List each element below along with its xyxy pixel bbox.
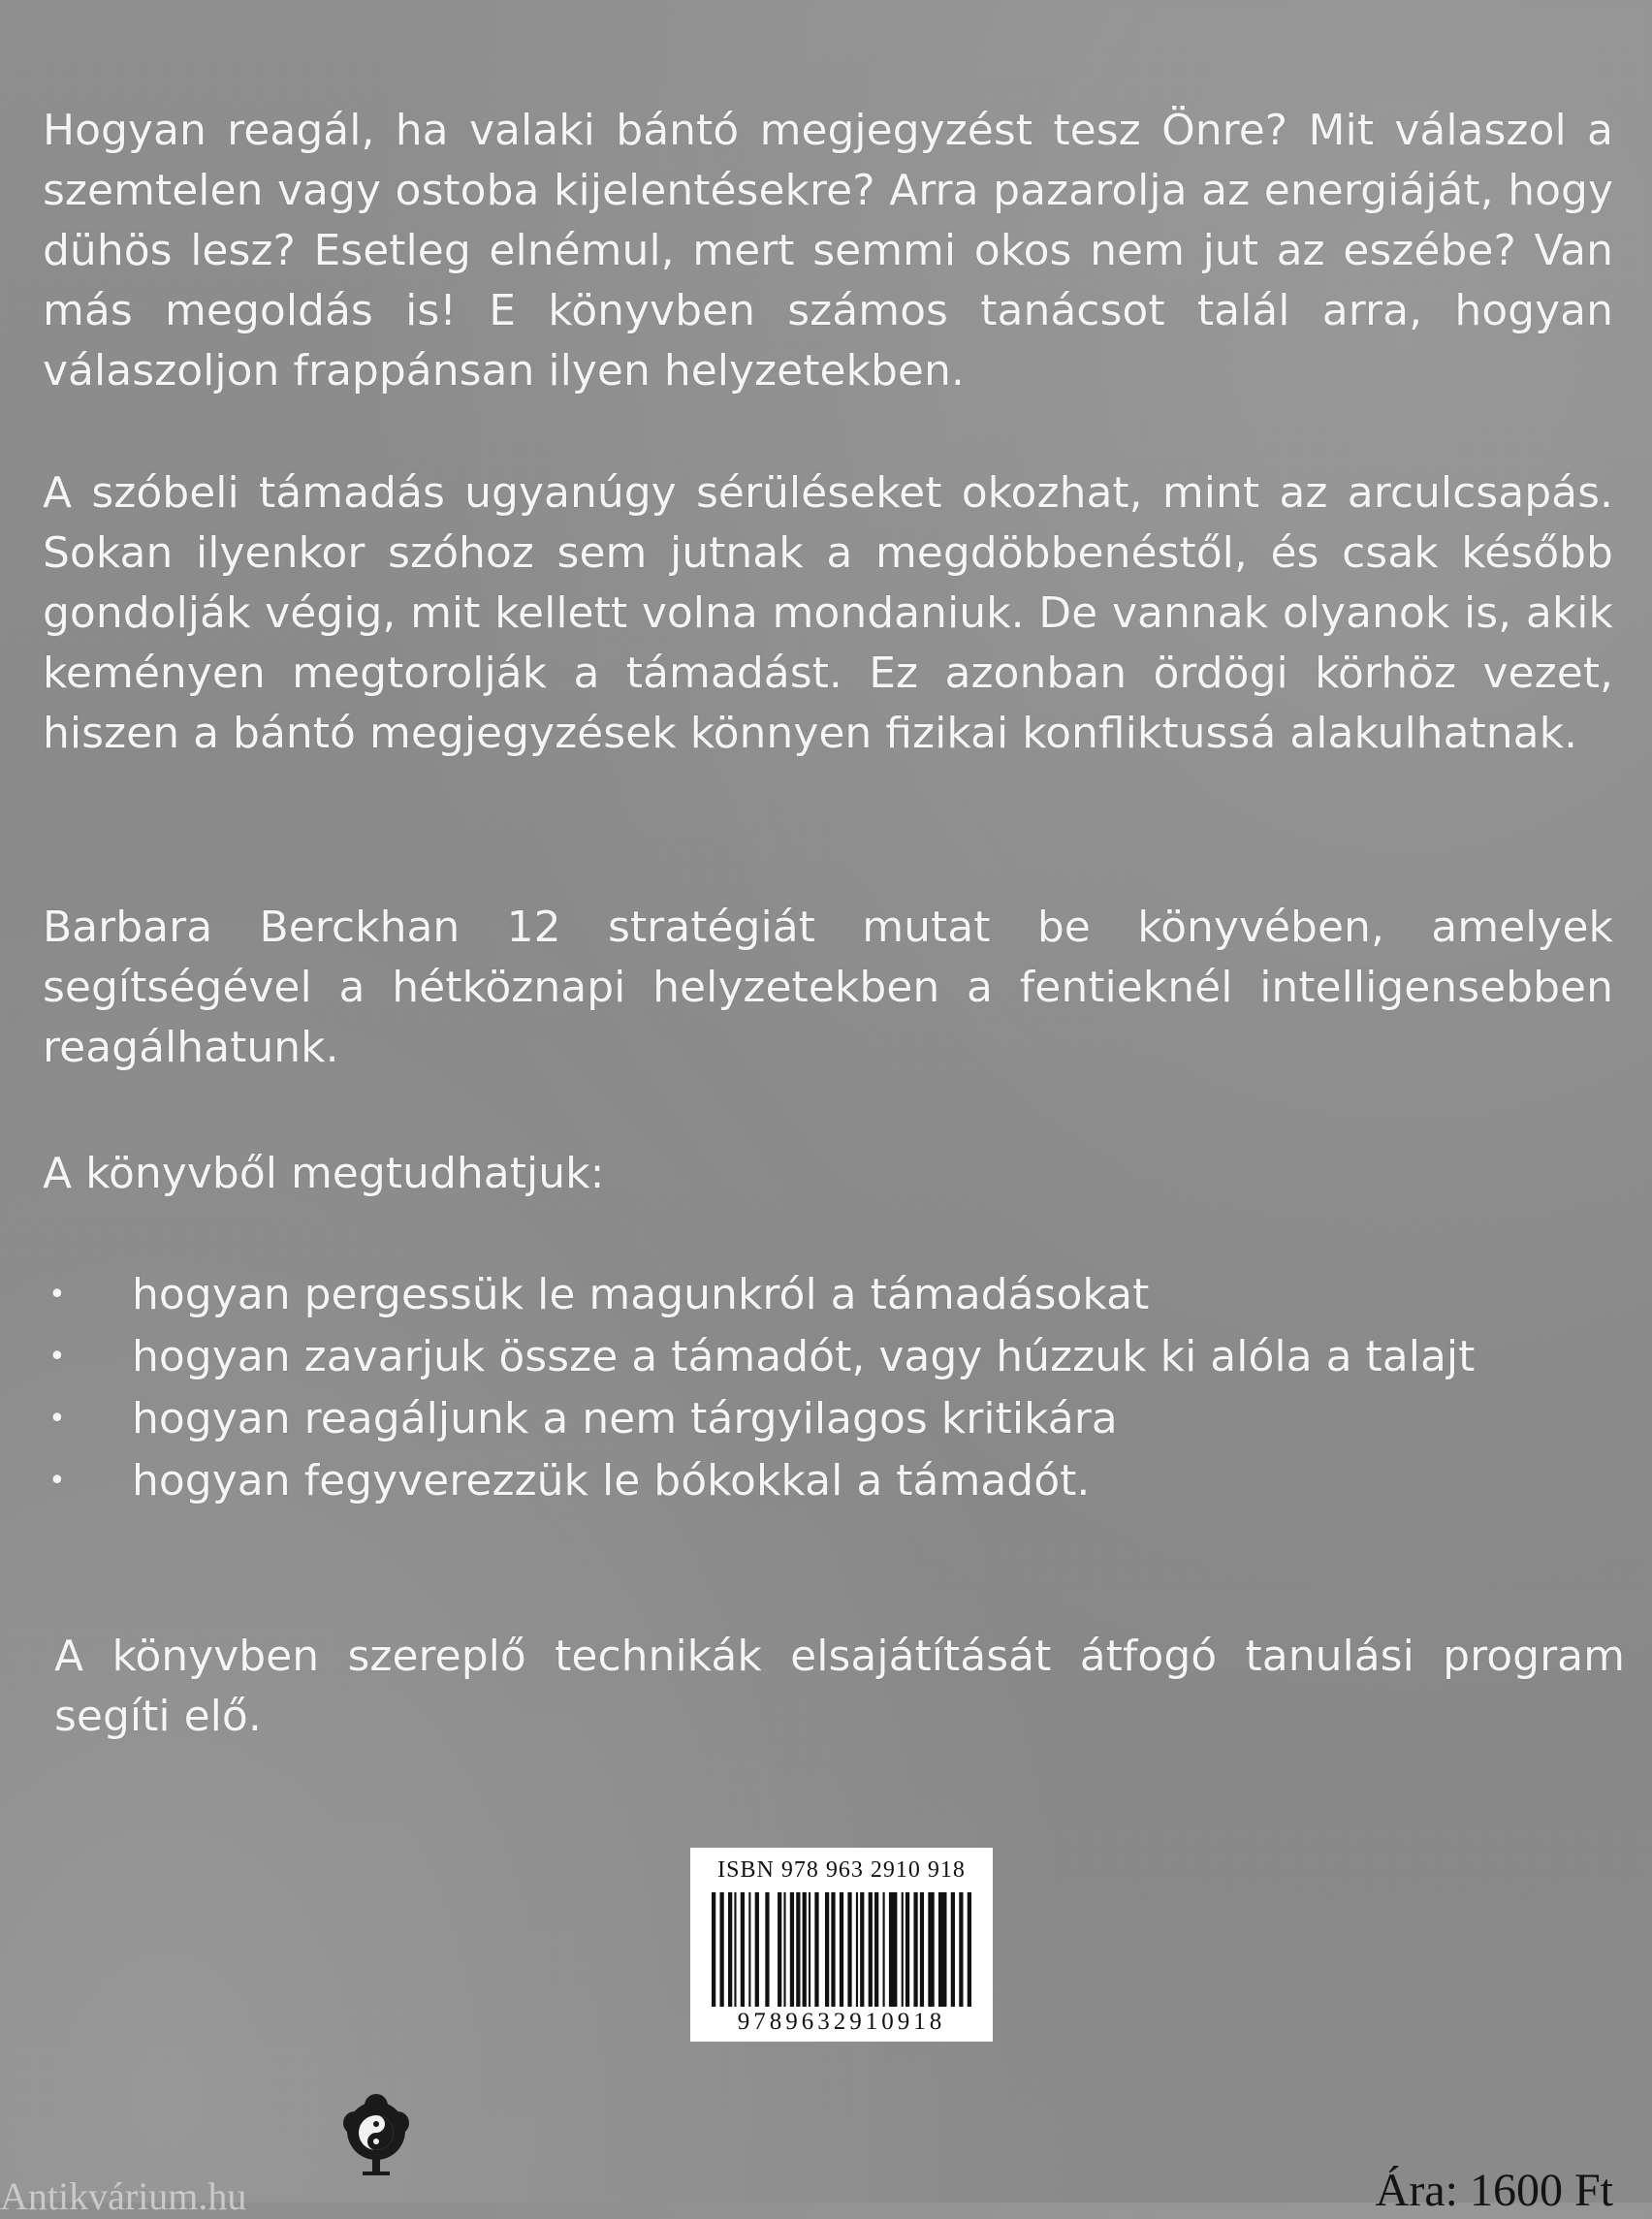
blurb-paragraph-1: Hogyan reagál, ha valaki bántó megjegyzést tesz Önre? Mit válaszol a szemtelen vagy ostoba kijelentésekre? Arra pazarolja az energiáját, hogy dühös lesz? Esetleg elnémul, mert semmi okos nem jut az eszébe? Van más megoldás is! E könyvben számos tanácsot talál arra, hogyan válaszoljon frappánsan ilyen helyzetekben. bbox=[43, 106, 1613, 396]
barcode-bars bbox=[712, 1892, 971, 2007]
list-item bbox=[43, 1450, 1613, 1512]
benefits-list bbox=[43, 1264, 1613, 1512]
barcode-bar bbox=[765, 1892, 769, 2007]
barcode-bar bbox=[748, 1892, 750, 2007]
barcode-bar bbox=[856, 1892, 858, 2007]
price-label: Ára: 1600 Ft bbox=[1375, 2165, 1613, 2216]
bullet-icon: • bbox=[48, 1340, 66, 1374]
barcode-bar bbox=[938, 1892, 947, 2007]
blurb-paragraph-2: A szóbeli támadás ugyanúgy sérüléseket okozhat, mint az arculcsapás. Sokan ilyenkor szóhoz sem jutnak a megdöbbenéstől, és csak később gondolják végig, mit kellett volna mondaniuk. De vannak olyanok is, akik keményen megtorolják a támadást. Ez azonban ördögi körhöz vezet, hiszen a bántó megjegyzések könnyen fizikai konfliktussá alakulhatnak. bbox=[43, 468, 1613, 758]
barcode-bar bbox=[847, 1892, 851, 2007]
barcode-bar bbox=[741, 1892, 745, 2007]
list-item-text: hogyan fegyverezzük le bókokkal a támadót. bbox=[132, 1456, 1091, 1506]
barcode-bar bbox=[869, 1892, 873, 2007]
yin-yang-tree-icon bbox=[337, 2094, 415, 2185]
barcode-bar bbox=[920, 1892, 924, 2007]
barcode-bar bbox=[860, 1892, 864, 2007]
bullet-icon: • bbox=[48, 1278, 66, 1312]
list-item bbox=[43, 1264, 1613, 1326]
barcode-bar bbox=[734, 1892, 736, 2007]
list-item-text: hogyan zavarjuk össze a támadót, vagy húzzuk ki alóla a talajt bbox=[132, 1332, 1476, 1381]
barcode-bar bbox=[825, 1892, 829, 2007]
barcode-bar bbox=[783, 1892, 785, 2007]
barcode-bar bbox=[905, 1892, 909, 2007]
list-item-text: hogyan pergessük le magunkról a támadásokat bbox=[132, 1270, 1150, 1319]
barcode-bar bbox=[809, 1892, 810, 2007]
list-item-text: hogyan reagáljunk a nem tárgyilagos kritikára bbox=[132, 1394, 1118, 1443]
barcode-bar bbox=[889, 1892, 898, 2007]
isbn-label: ISBN 978 963 2910 918 bbox=[717, 1857, 966, 1883]
list-intro: A könyvből megtudhatjuk: bbox=[43, 1149, 605, 1198]
list-item bbox=[43, 1326, 1613, 1388]
barcode-bar bbox=[803, 1892, 807, 2007]
barcode-bar bbox=[913, 1892, 917, 2007]
barcode-bar bbox=[951, 1892, 955, 2007]
barcode-bar bbox=[778, 1892, 781, 2007]
barcode-bar bbox=[790, 1892, 794, 2007]
barcode-bar bbox=[883, 1892, 885, 2007]
barcode-bar bbox=[796, 1892, 800, 2007]
blurb-paragraph-3: Barbara Berckhan 12 stratégiát mutat be könyvében, amelyek segítségével a hétköznapi helyzetekben a fentieknél intelligensebben reagálhatunk. bbox=[43, 903, 1613, 1072]
barcode-bar bbox=[902, 1892, 904, 2007]
barcode-digits: 9789632910918 bbox=[737, 2009, 946, 2035]
barcode-bar bbox=[928, 1892, 934, 2007]
barcode-bar bbox=[814, 1892, 818, 2007]
blurb-paragraph-4: A könyvben szereplő technikák elsajátítását átfogó tanulási program segíti elő. bbox=[54, 1632, 1625, 1741]
barcode-bar bbox=[728, 1892, 732, 2007]
barcode-bar bbox=[755, 1892, 759, 2007]
bullet-icon: • bbox=[48, 1464, 66, 1498]
bullet-icon: • bbox=[48, 1402, 66, 1436]
barcode-bar bbox=[712, 1892, 715, 2007]
website-watermark: Antikvárium.hu bbox=[0, 2174, 247, 2218]
isbn-barcode bbox=[690, 1848, 993, 2042]
barcode-bar bbox=[874, 1892, 878, 2007]
list-item bbox=[43, 1388, 1613, 1450]
barcode-bar bbox=[720, 1892, 724, 2007]
barcode-bar bbox=[968, 1892, 971, 2007]
barcode-bar bbox=[959, 1892, 963, 2007]
barcode-bar bbox=[840, 1892, 843, 2007]
barcode-bar bbox=[831, 1892, 835, 2007]
